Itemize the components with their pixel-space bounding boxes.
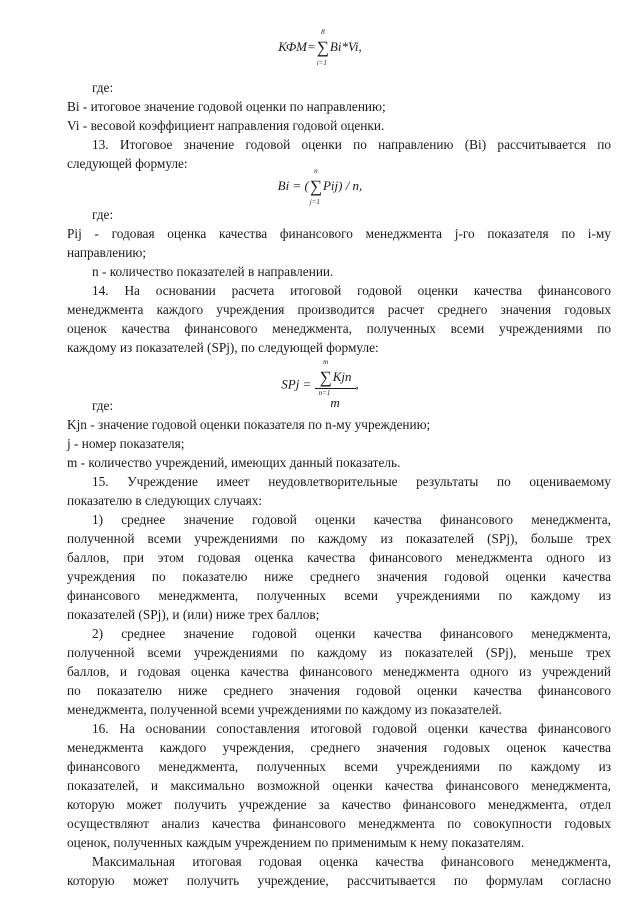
case-2-line: по показателю ниже среднего значения годовой оценки качества финансового <box>67 683 611 698</box>
definition-m: m - количество учреждений, имеющих данный показатель. <box>67 455 401 470</box>
definition-vi: Vi - весовой коэффициент направления годовой оценки. <box>67 118 385 133</box>
paragraph-16-line: оценок, полученных каждым учреждением по применимым к нему показателям. <box>67 835 525 850</box>
sigma-symbol: ∑ m n=1 <box>318 358 332 397</box>
definition-j: j - номер показателя; <box>67 436 185 451</box>
formula-spj: SPj = ∑ m n=1 Kjn m , <box>281 358 359 410</box>
case-2-line: баллов, и годовая оценка качества финансового менеджмента одного из учреждений <box>67 664 611 679</box>
paragraph-16-line: осуществляют анализ качества финансового менеджмента по совокупности годовых <box>67 816 611 831</box>
formula-kfm-lhs: КФМ= <box>278 39 316 54</box>
where-label: где: <box>92 80 114 95</box>
case-2-line: полученной всеми учреждениями по каждому из показателей (SPj), меньше трех <box>67 645 611 660</box>
case-2-line: 2) среднее значение годовой оценки качества финансового менеджмента, <box>92 626 611 641</box>
definition-n: n - количество показателей в направлении. <box>92 264 334 279</box>
definition-pij: направлению; <box>67 245 147 260</box>
definition-bi: Bi - итоговое значение годовой оценки по направлению; <box>67 99 386 114</box>
paragraph-14-line: оценок качества финансового менеджмента, полученных всеми учреждениями по <box>67 321 611 336</box>
fraction: ∑ m n=1 Kjn m <box>315 358 356 411</box>
case-1-line: баллов, при этом годовая оценка качества финансового менеджмента одного из <box>67 550 611 565</box>
paragraph-16-line: менеджмента каждого учреждения, среднего значения годовых оценок качества <box>67 740 611 755</box>
paragraph-15-line: 15. Учреждение имеет неудовлетворительные результаты по оцениваемому <box>92 474 611 489</box>
paragraph-16-line: показателей, и максимально возможной оценки качества финансового менеджмента, <box>67 778 611 793</box>
sigma-symbol: ∑ 8 i=1 <box>316 28 329 67</box>
paragraph-14-line: менеджмента каждого учреждения производится расчет среднего значения годовых <box>67 302 611 317</box>
definition-pij: Pij - годовая оценка качества финансового менеджмента j-го показателя по i-му <box>67 226 611 241</box>
paragraph-13-line: 13. Итоговое значение годовой оценки по направлению (Bi) рассчитывается по <box>92 137 611 152</box>
formula-bi: Bi = (∑ n j=1 Pij) / n, <box>277 167 363 206</box>
case-1-line: 1) среднее значение годовой оценки качества финансового менеджмента, <box>92 512 611 527</box>
paragraph-14-line: каждому из показателей (SPj), по следующей формуле: <box>67 340 379 355</box>
definition-kjn: Kjn - значение годовой оценки показателя по n-му учреждению; <box>67 417 431 432</box>
formula-kfm <box>0 28 640 67</box>
paragraph-13-line: следующей формуле: <box>67 156 188 171</box>
paragraph-max-line: Максимальная итоговая годовая оценка качества финансового менеджмента, <box>92 854 611 869</box>
sigma-symbol: ∑ n j=1 <box>309 167 322 206</box>
where-label: где: <box>92 398 114 413</box>
paragraph-16-line: 16. На основании сопоставления итоговой годовой оценки качества финансового <box>92 721 611 736</box>
paragraph-16-line: финансового менеджмента, полученных всеми учреждениями по каждому из <box>67 759 611 774</box>
case-2-line: менеджмента, полученной всеми учреждениями по каждому из показателей. <box>67 702 502 717</box>
formula-kfm-rhs: Bi*Vi, <box>329 39 362 54</box>
where-label: где: <box>92 207 114 222</box>
paragraph-15-line: показателю в следующих случаях: <box>67 493 263 508</box>
case-1-line: финансового менеджмента, полученных всеми учреждениями по каждому из <box>67 588 611 603</box>
paragraph-14-line: 14. На основании расчета итоговой годовой оценки качества финансового <box>92 283 611 298</box>
case-1-line: показателей (SPj), и (или) ниже трех баллов; <box>67 607 320 622</box>
case-1-line: учреждения по показателю ниже среднего значения годовой оценки качества <box>67 569 611 584</box>
paragraph-16-line: которую может получить учреждение за качество финансового менеджмента, отдел <box>67 797 611 812</box>
paragraph-max-line: которую может получить учреждение, рассчитывается по формулам согласно <box>67 873 611 888</box>
case-1-line: полученной всеми учреждениями по каждому из показателей (SPj), больше трех <box>67 531 611 546</box>
